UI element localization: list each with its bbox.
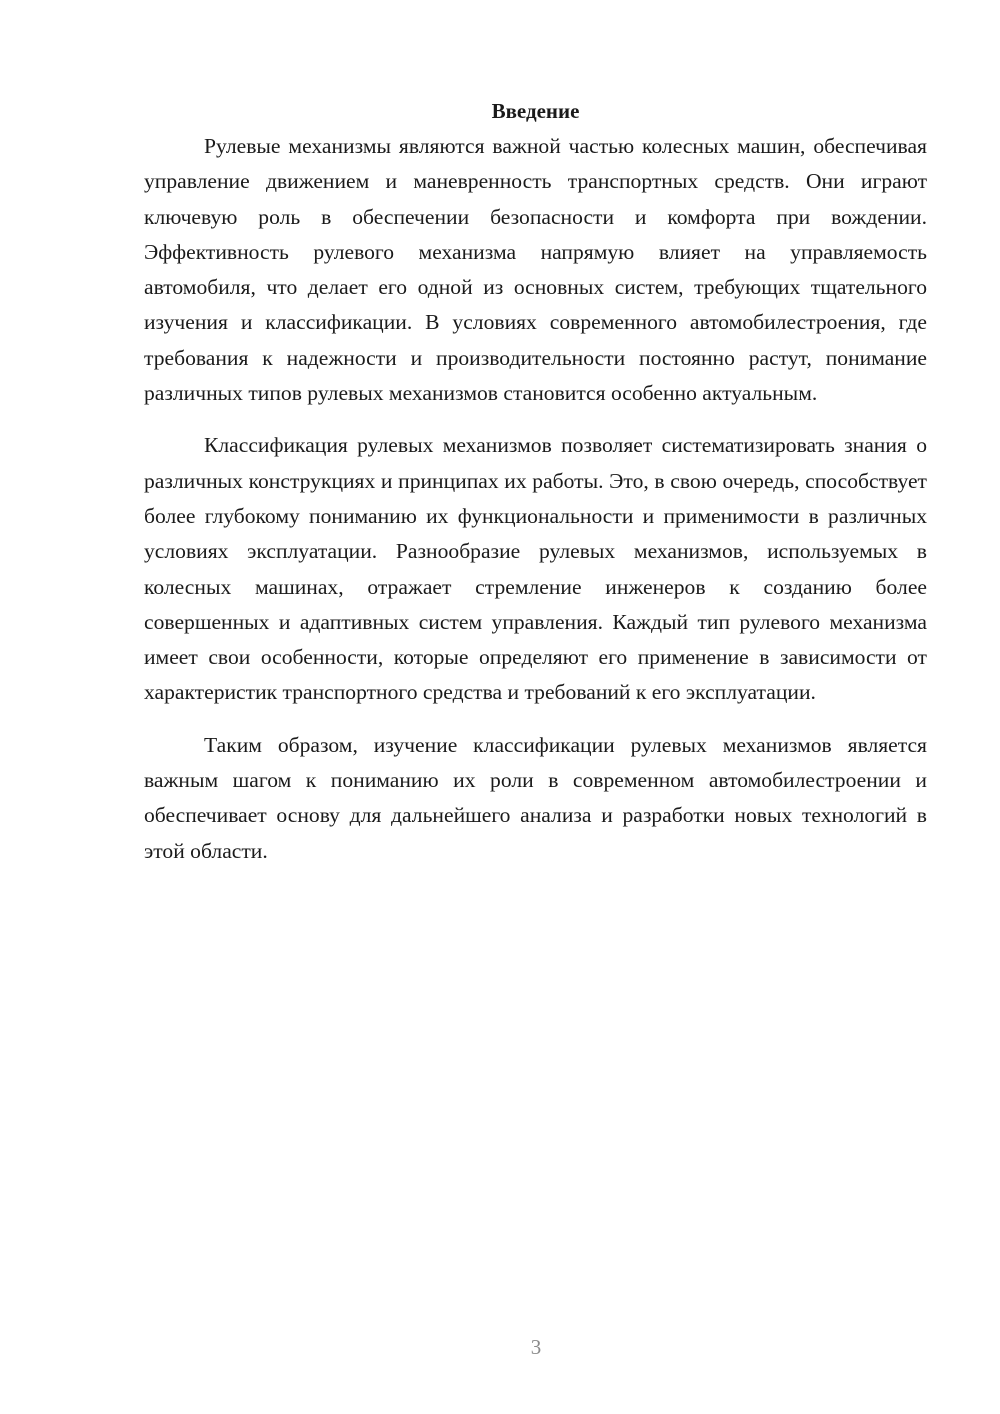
page-number: 3	[530, 1335, 542, 1359]
page-title: Введение	[491, 99, 580, 123]
paragraph-3: Таким образом, изучение классификации рулевых механизмов является важным шагом к пониманию их роли в современном автомобилестроении и обеспечивает основу для дальнейшего анализа и разработки новых технологий в этой области.	[144, 732, 927, 863]
page-content	[144, 94, 927, 869]
paragraph-2: Классификация рулевых механизмов позволяет систематизировать знания о различных конструкциях и принципах их работы. Это, в свою очередь, способствует более глубокому пониманию их функциональности и применимости в различных условиях эксплуатации. Разнообразие рулевых механизмов, используемых в колесных машинах, отражает стремление инженеров к созданию более совершенных и адаптивных систем управления. Каждый тип рулевого механизма имеет свои особенности, которые определяют его применение в зависимости от характеристик транспортного средства и требований к его эксплуатации.	[144, 433, 927, 705]
paragraph-1: Рулевые механизмы являются важной частью колесных машин, обеспечивая управление движением и маневренность транспортных средств. Они играют ключевую роль в обеспечении безопасности и комфорта при вождении. Эффективность рулевого механизма напрямую влияет на управляемость автомобиля, что делает его одной из основных систем, требующих тщательного изучения и классификации. В условиях современного автомобилестроения, где требования к надежности и производительности постоянно растут, понимание различных типов рулевых механизмов становится особенно актуальным.	[144, 134, 927, 406]
